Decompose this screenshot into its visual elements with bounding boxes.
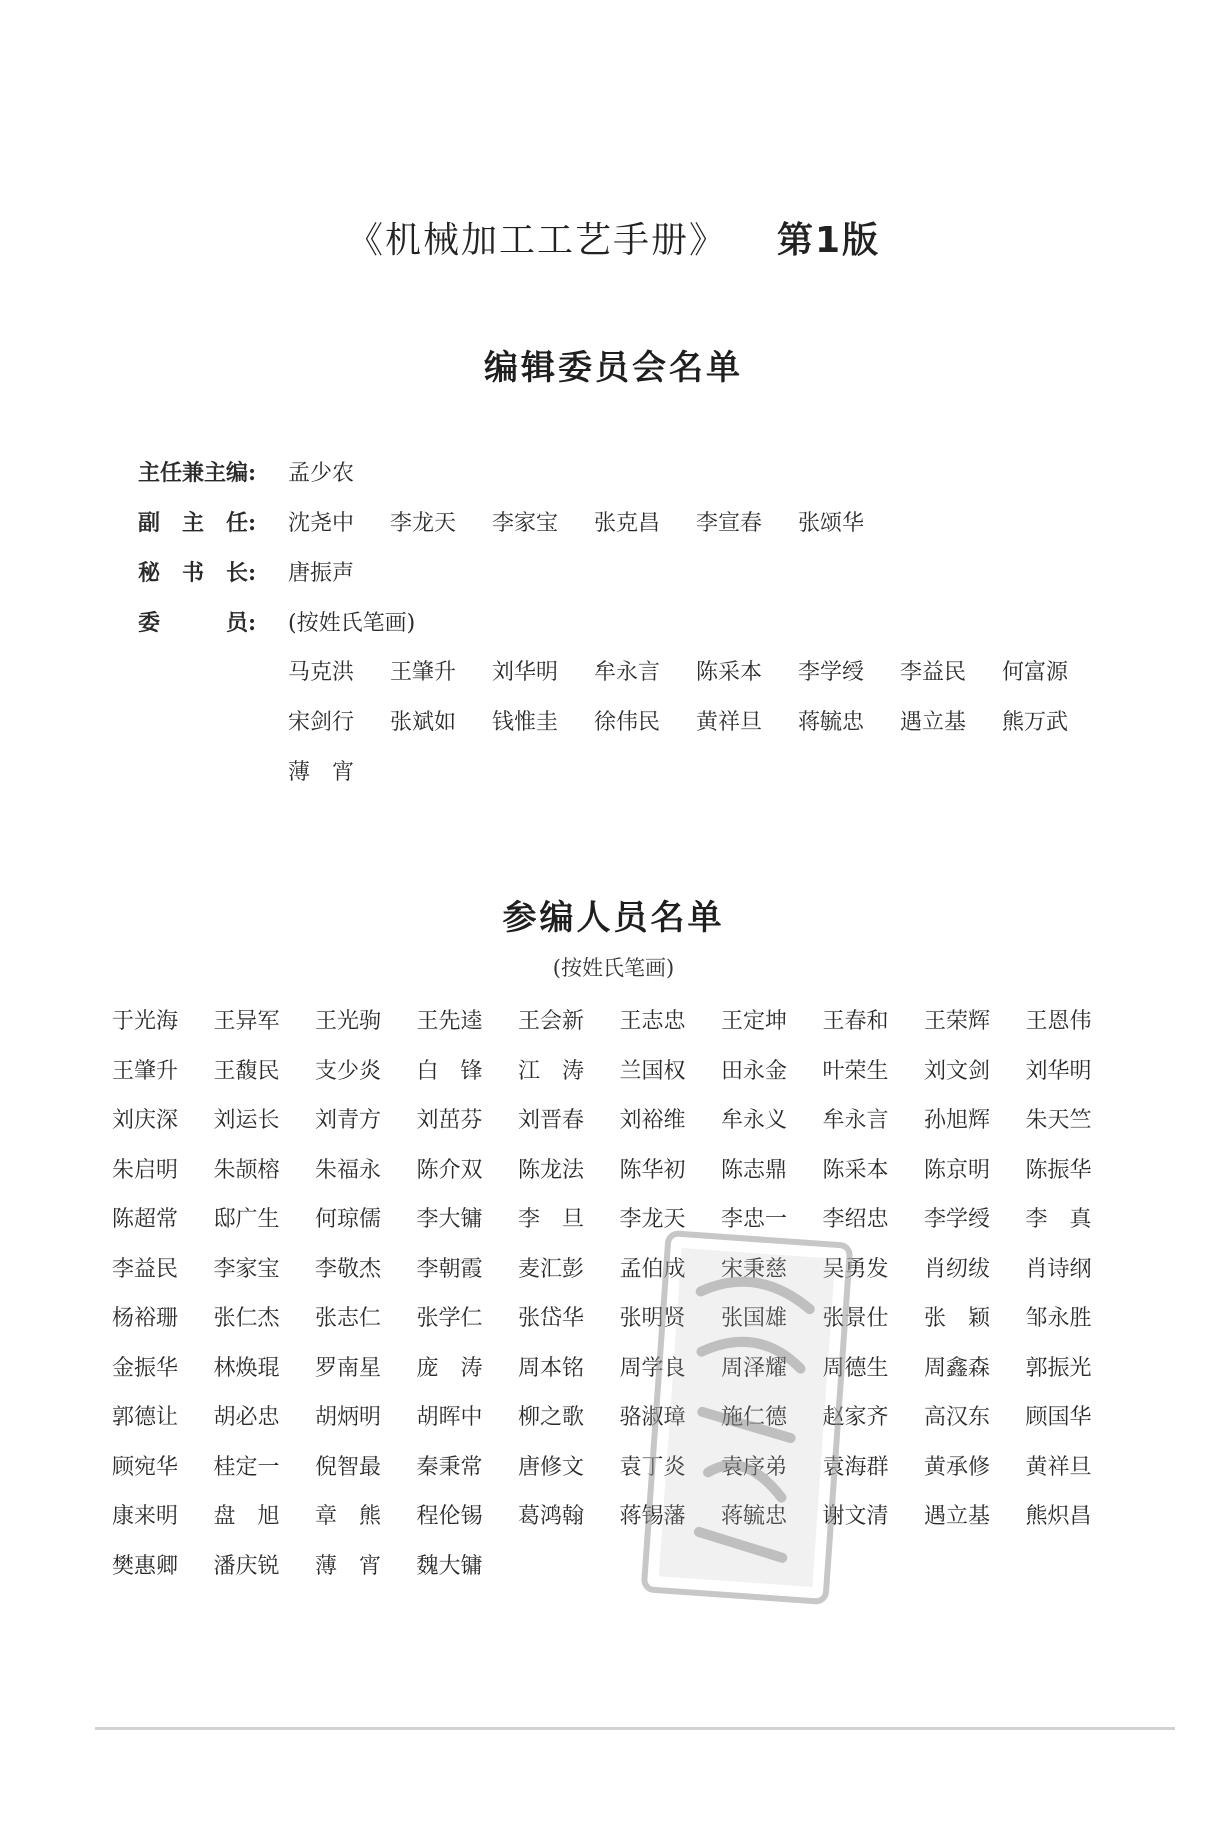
participant-name: 刘庆深 — [112, 1108, 179, 1134]
participant-name: 樊惠卿 — [112, 1553, 179, 1579]
members-note: (按姓氏笔画) — [288, 611, 416, 636]
member-name: 牟永言 — [594, 660, 661, 685]
participant-name: 杨裕珊 — [112, 1306, 179, 1332]
participant-name: 肖诗纲 — [1025, 1256, 1092, 1282]
members-name-row — [138, 698, 1098, 748]
participant-name: 程伦锡 — [416, 1504, 483, 1530]
participant-name: 唐修文 — [518, 1454, 585, 1480]
participant-name: 蒋毓忠 — [721, 1504, 788, 1530]
chief-name: 孟少农 — [288, 461, 355, 486]
participant-name: 周泽耀 — [721, 1355, 788, 1381]
participant-name: 朱启明 — [112, 1157, 179, 1183]
participant-name: 李大镛 — [416, 1207, 483, 1233]
participant-name: 陈采本 — [822, 1157, 889, 1183]
participant-name: 罗南星 — [315, 1355, 382, 1381]
secretary-row — [138, 548, 1098, 598]
member-name: 蒋毓忠 — [798, 710, 865, 735]
participant-name: 葛鸿翰 — [518, 1504, 585, 1530]
participant-name: 熊炽昌 — [1025, 1504, 1092, 1530]
participant-name: 施仁德 — [721, 1405, 788, 1431]
participant-name: 魏大镛 — [416, 1553, 483, 1579]
participants-list — [112, 995, 1112, 1589]
secretary-name: 唐振声 — [288, 561, 355, 586]
members-row — [138, 598, 1098, 648]
participant-name: 王会新 — [518, 1009, 585, 1035]
participant-name: 胡炳明 — [315, 1405, 382, 1431]
participants-grid — [112, 995, 1112, 1589]
deputy-name: 沈尧中 — [288, 511, 355, 536]
participant-name: 李敬杰 — [315, 1256, 382, 1282]
participant-name: 王荣辉 — [924, 1009, 991, 1035]
participant-name: 顾宛华 — [112, 1454, 179, 1480]
participant-name: 田永金 — [721, 1058, 788, 1084]
participant-name: 王异军 — [213, 1009, 280, 1035]
participant-name: 支少炎 — [315, 1058, 382, 1084]
participant-name: 薄 宵 — [315, 1553, 382, 1579]
member-name: 宋剑行 — [288, 710, 355, 735]
participant-name: 刘青方 — [315, 1108, 382, 1134]
member-name: 李学绶 — [798, 660, 865, 685]
participant-name: 刘晋春 — [518, 1108, 585, 1134]
participant-name: 刘茁芬 — [416, 1108, 483, 1134]
participant-name: 陈龙法 — [518, 1157, 585, 1183]
participant-name: 李忠一 — [721, 1207, 788, 1233]
edition-label: 第1版 — [776, 220, 881, 261]
member-name: 何富源 — [1002, 660, 1069, 685]
participant-name: 王春和 — [822, 1009, 889, 1035]
member-name: 陈采本 — [696, 660, 763, 685]
participant-name: 刘裕维 — [619, 1108, 686, 1134]
participant-name: 邸广生 — [213, 1207, 280, 1233]
participant-name: 陈京明 — [924, 1157, 991, 1183]
member-name: 张斌如 — [390, 710, 457, 735]
participant-name: 李绍忠 — [822, 1207, 889, 1233]
deputy-name: 李宣春 — [696, 511, 763, 536]
participant-name: 兰国权 — [619, 1058, 686, 1084]
participant-name: 袁序弟 — [721, 1454, 788, 1480]
participants-note: (按姓氏笔画) — [552, 956, 675, 980]
participant-name: 何琼儒 — [315, 1207, 382, 1233]
participant-name: 张 颖 — [924, 1306, 991, 1332]
participant-name: 郭振光 — [1025, 1355, 1092, 1381]
participant-name: 袁丁炎 — [619, 1454, 686, 1480]
participant-name: 李家宝 — [213, 1256, 280, 1282]
participant-name: 顾国华 — [1025, 1405, 1092, 1431]
chief-row — [138, 448, 1098, 498]
participant-name: 朱颉榕 — [213, 1157, 280, 1183]
participant-name: 柳之歌 — [518, 1405, 585, 1431]
participant-name: 于光海 — [112, 1009, 179, 1035]
participant-name: 陈超常 — [112, 1207, 179, 1233]
participant-name: 叶荣生 — [822, 1058, 889, 1084]
member-name: 黄祥旦 — [696, 710, 763, 735]
participant-name: 陈华初 — [619, 1157, 686, 1183]
participant-name: 潘庆锐 — [213, 1553, 280, 1579]
participant-name: 骆淑璋 — [619, 1405, 686, 1431]
participant-name: 白 锋 — [416, 1058, 483, 1084]
participant-name: 孙旭辉 — [924, 1108, 991, 1134]
participant-name: 康来明 — [112, 1504, 179, 1530]
participant-name: 吴勇发 — [822, 1256, 889, 1282]
deputy-label: 副 主 任: — [138, 510, 257, 536]
participant-name: 谢文清 — [822, 1504, 889, 1530]
participant-name: 秦秉常 — [416, 1454, 483, 1480]
participant-name: 陈振华 — [1025, 1157, 1092, 1183]
participant-name: 邹永胜 — [1025, 1306, 1092, 1332]
committee-heading: 编辑委员会名单 — [484, 348, 743, 388]
participant-name: 王志忠 — [619, 1009, 686, 1035]
deputy-name: 李龙天 — [390, 511, 457, 536]
participant-name: 郭德让 — [112, 1405, 179, 1431]
participant-name: 张景仕 — [822, 1306, 889, 1332]
participant-name: 遇立基 — [924, 1504, 991, 1530]
participant-name: 周鑫森 — [924, 1355, 991, 1381]
deputy-name: 张颂华 — [798, 511, 865, 536]
deputy-name: 张克昌 — [594, 511, 661, 536]
participant-name: 朱天竺 — [1025, 1108, 1092, 1134]
book-title-line — [0, 212, 1227, 263]
member-name: 马克洪 — [288, 660, 355, 685]
participant-name: 牟永义 — [721, 1108, 788, 1134]
chief-label: 主任兼主编: — [138, 460, 257, 486]
participant-name: 张志仁 — [315, 1306, 382, 1332]
participant-name: 孟伯成 — [619, 1256, 686, 1282]
participant-name: 刘华明 — [1025, 1058, 1092, 1084]
library-seal-stamp — [640, 1229, 855, 1606]
participant-name: 王肇升 — [112, 1058, 179, 1084]
committee-list — [138, 448, 1098, 798]
participant-name: 庞 涛 — [416, 1355, 483, 1381]
participants-heading: 参编人员名单 — [502, 898, 725, 938]
participant-name: 王定坤 — [721, 1009, 788, 1035]
participant-name: 高汉东 — [924, 1405, 991, 1431]
footer-rule — [95, 1727, 1175, 1730]
participant-name: 胡晖中 — [416, 1405, 483, 1431]
secretary-label: 秘 书 长: — [138, 560, 257, 586]
participant-name: 李益民 — [112, 1256, 179, 1282]
member-name: 徐伟民 — [594, 710, 661, 735]
participant-name: 黄祥旦 — [1025, 1454, 1092, 1480]
participant-name: 盘 旭 — [213, 1504, 280, 1530]
participant-name: 张岱华 — [518, 1306, 585, 1332]
participant-name: 周德生 — [822, 1355, 889, 1381]
participant-name: 李 真 — [1025, 1207, 1092, 1233]
participant-name: 李朝霞 — [416, 1256, 483, 1282]
participant-name: 刘运长 — [213, 1108, 280, 1134]
member-name: 李益民 — [900, 660, 967, 685]
participant-name: 刘文剑 — [924, 1058, 991, 1084]
participant-name: 袁海群 — [822, 1454, 889, 1480]
participant-name: 倪智最 — [315, 1454, 382, 1480]
member-name: 王肇升 — [390, 660, 457, 685]
participant-name: 陈介双 — [416, 1157, 483, 1183]
participant-name: 江 涛 — [518, 1058, 585, 1084]
participant-name: 张国雄 — [721, 1306, 788, 1332]
member-name: 刘华明 — [492, 660, 559, 685]
participant-name: 周学良 — [619, 1355, 686, 1381]
participant-name: 王光驹 — [315, 1009, 382, 1035]
participant-name: 麦汇彭 — [518, 1256, 585, 1282]
member-name: 遇立基 — [900, 710, 967, 735]
participant-name: 王先逵 — [416, 1009, 483, 1035]
participant-name: 朱福永 — [315, 1157, 382, 1183]
participant-name: 王恩伟 — [1025, 1009, 1092, 1035]
book-title: 《机械加工工艺手册》 — [346, 220, 727, 261]
participant-name: 黄承修 — [924, 1454, 991, 1480]
member-name: 薄 宵 — [288, 760, 355, 785]
participant-name: 李学绶 — [924, 1207, 991, 1233]
member-name: 熊万武 — [1002, 710, 1069, 735]
participant-name: 周本铭 — [518, 1355, 585, 1381]
deputy-row — [138, 498, 1098, 548]
members-name-row — [138, 748, 1098, 798]
participant-name: 蒋锡藩 — [619, 1504, 686, 1530]
participant-name: 章 熊 — [315, 1504, 382, 1530]
participant-name: 陈志鼎 — [721, 1157, 788, 1183]
participant-name: 牟永言 — [822, 1108, 889, 1134]
participant-name: 林焕琨 — [213, 1355, 280, 1381]
member-name: 钱惟圭 — [492, 710, 559, 735]
participant-name: 张仁杰 — [213, 1306, 280, 1332]
members-names — [138, 648, 1098, 798]
members-name-row — [138, 648, 1098, 698]
participant-name: 王馥民 — [213, 1058, 280, 1084]
participant-name: 赵家齐 — [822, 1405, 889, 1431]
participant-name: 肖纫绂 — [924, 1256, 991, 1282]
participant-name: 张学仁 — [416, 1306, 483, 1332]
participant-name: 桂定一 — [213, 1454, 280, 1480]
participant-name: 李龙天 — [619, 1207, 686, 1233]
participant-name: 金振华 — [112, 1355, 179, 1381]
members-label: 委 员: — [138, 610, 257, 636]
participant-name: 李 旦 — [518, 1207, 585, 1233]
deputy-names — [288, 499, 900, 549]
participant-name: 宋秉慈 — [721, 1256, 788, 1282]
participant-name: 张明贤 — [619, 1306, 686, 1332]
participant-name: 胡必忠 — [213, 1405, 280, 1431]
deputy-name: 李家宝 — [492, 511, 559, 536]
